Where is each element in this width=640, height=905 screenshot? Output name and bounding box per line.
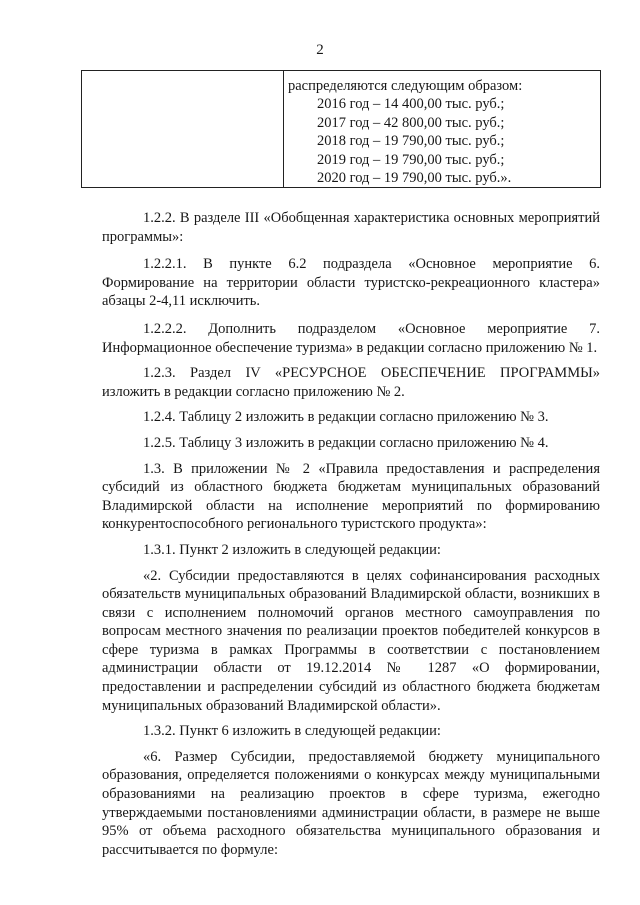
budget-table	[81, 70, 601, 188]
paragraph-1-2-3: 1.2.3. Раздел IV «РЕСУРСНОЕ ОБЕСПЕЧЕНИЕ ПРОГРАММЫ» изложить в редакции согласно приложению № 2.	[102, 365, 600, 400]
table-line-2019: 2019 год – 19 790,00 тыс. руб.;	[317, 151, 505, 168]
paragraph-1-3-2: 1.3.2. Пункт 6 изложить в следующей редакции:	[143, 723, 441, 740]
table-line-2016: 2016 год – 14 400,00 тыс. руб.;	[317, 96, 505, 113]
paragraph-1-2-5: 1.2.5. Таблицу 3 изложить в редакции согласно приложению № 4.	[143, 434, 549, 451]
paragraph-1-3-1: 1.3.1. Пункт 2 изложить в следующей редакции:	[143, 541, 441, 558]
paragraph-1-3: 1.3. В приложении № 2 «Правила предоставления и распределения субсидий из областного бюджета бюджетам муниципальных образований Владимирской области на исполнение мероприятий по формированию конкурентоспособного регионального туристского продукта»:	[102, 460, 600, 533]
table-budget-cell	[284, 71, 601, 188]
table-line-2020: 2020 год – 19 790,00 тыс. руб.».	[317, 170, 512, 187]
paragraph-1-2-2-1: 1.2.2.1. В пункте 6.2 подраздела «Основное мероприятие 6. Формирование на территории области туристско-рекреационного кластера» абзацы 2-4,11 исключить.	[102, 256, 600, 310]
document-body	[102, 209, 600, 866]
table-line-intro: распределяются следующим образом:	[288, 78, 523, 94]
paragraph-1-2-4: 1.2.4. Таблицу 2 изложить в редакции согласно приложению № 3.	[143, 409, 549, 426]
table-line-2018: 2018 год – 19 790,00 тыс. руб.;	[317, 133, 505, 150]
paragraph-1-2-2-2: 1.2.2.2. Дополнить подразделом «Основное мероприятие 7. Информационное обеспечение туризма» в редакции согласно приложению № 1.	[102, 320, 600, 356]
page-number: 2	[316, 42, 324, 58]
table-empty-cell	[82, 71, 284, 188]
paragraph-1-2-2: 1.2.2. В разделе III «Обобщенная характеристика основных мероприятий программы»:	[102, 210, 600, 245]
paragraph-quote-6: «6. Размер Субсидии, предоставляемой бюджету муниципального образования, определяется положениями о конкурсах между муниципальными образованиями на реализацию проектов в сфере туризма, ежегодно утверждаемыми постановлениями администрации области, в размере не выше 95% от объема расходного обязательства муниципального образования и рассчитывается по формуле:	[102, 748, 600, 858]
paragraph-quote-2: «2. Субсидии предоставляются в целях софинансирования расходных обязательств муниципальных образований Владимирской области, возникших в связи с исполнением полномочий органов местного самоуправления по вопросам местного значения по реализации проектов победителей конкурсов в сфере туризма в рамках Программы в соответствии с постановлением администрации области от 19.12.2014 № 1287 «О формировании, предоставлении и распределении субсидий из областного бюджета бюджетам муниципальных образований Владимирской области».	[102, 567, 600, 714]
table-line-2017: 2017 год – 42 800,00 тыс. руб.;	[317, 114, 505, 131]
